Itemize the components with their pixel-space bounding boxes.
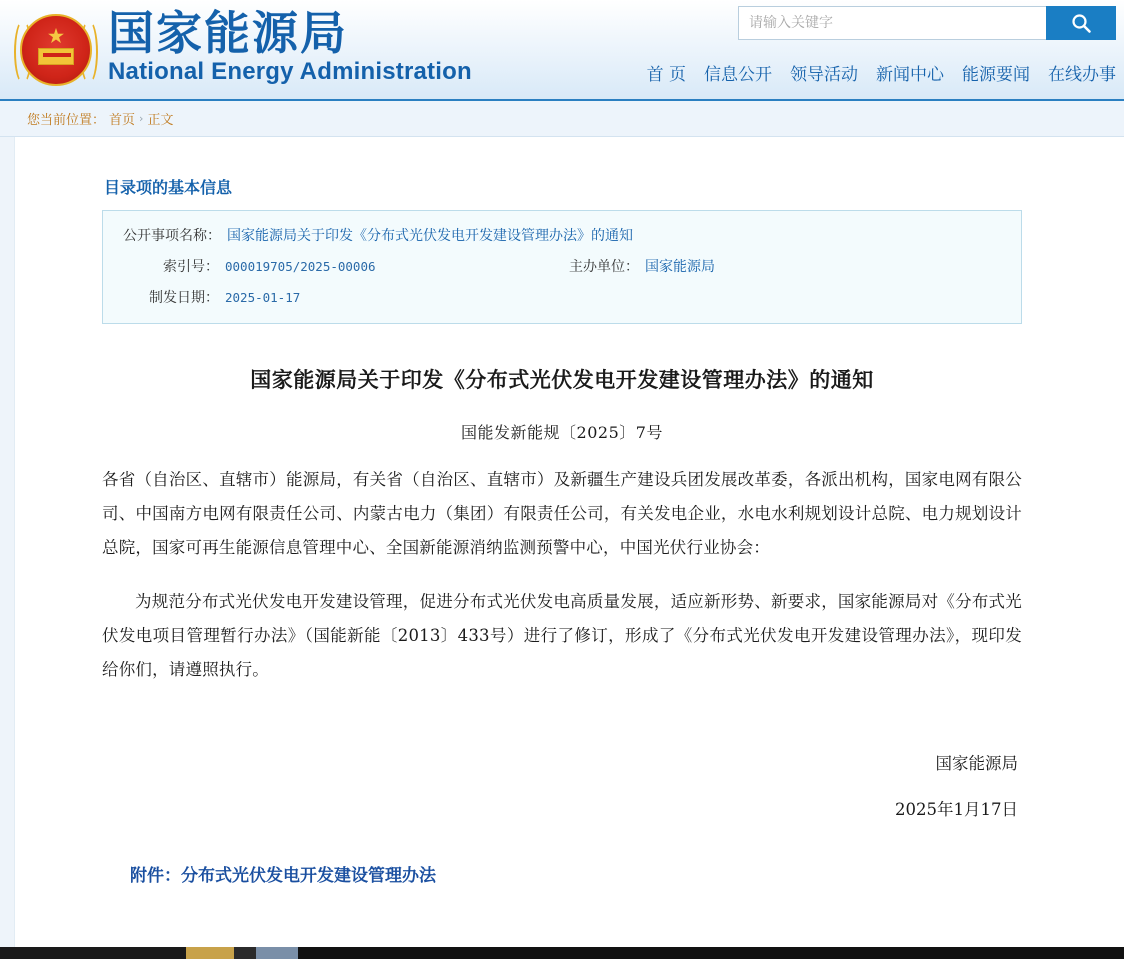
article-content: [102, 137, 1022, 886]
page-body: [0, 137, 1124, 886]
meta-value: 国家能源局: [645, 259, 715, 275]
document-number: 国能发新能规〔2025〕7号: [461, 423, 663, 442]
attachment-line: [102, 861, 1022, 886]
nav-item-disclosure[interactable]: 信息公开: [704, 65, 772, 85]
search-button[interactable]: [1046, 6, 1116, 40]
meta-key: 公开事项名称：: [123, 228, 221, 244]
breadcrumb-label: 您当前位置：: [27, 113, 106, 128]
main-nav: [647, 60, 1116, 85]
left-rail: [0, 137, 15, 957]
meta-panel: [102, 210, 1022, 324]
site-logo[interactable]: [108, 6, 472, 86]
document-body: [102, 364, 1022, 886]
meta-field-issue-date: [123, 287, 543, 307]
meta-key: 主办单位：: [569, 259, 639, 275]
meta-field-organizer: [543, 256, 715, 276]
document-title: 国家能源局关于印发《分布式光伏发电开发建设管理办法》的通知: [250, 367, 874, 392]
nav-item-online-services[interactable]: 在线办事: [1048, 65, 1116, 85]
meta-row: [123, 256, 1001, 276]
attachment-label: 附件：: [130, 866, 181, 886]
meta-row: [123, 287, 1001, 307]
nav-item-home[interactable]: 首 页: [646, 65, 686, 85]
document-date: 2025年1月17日: [895, 800, 1018, 819]
meta-section-title: 目录项的基本信息: [104, 178, 233, 197]
document-paragraph: 各省（自治区、直辖市）能源局，有关省（自治区、直辖市）及新疆生产建设兵团发展改革委，各派出机构，国家电网有限公司、中国南方电网有限责任公司、内蒙古电力（集团）有限责任公司，有关发电企业，水电水利规划设计总院、电力规划设计总院，国家可再生能源信息管理中心、全国新能源消纳监测预警中心，中国光伏行业协会：: [102, 470, 1022, 557]
site-title-en: National Energy Administration: [108, 58, 472, 85]
bottom-strip: [0, 947, 1124, 959]
document-signature: 国家能源局: [935, 754, 1018, 773]
meta-field-index: [123, 256, 543, 276]
nav-item-energy-news[interactable]: 能源要闻: [962, 65, 1030, 85]
meta-key: 索引号：: [163, 259, 219, 275]
meta-row: [123, 225, 1001, 245]
breadcrumb-separator-icon: ›: [139, 112, 144, 125]
search-box: [738, 6, 1116, 40]
meta-value: 000019705/2025-00006: [225, 259, 376, 274]
document-paragraph: 为规范分布式光伏发电开发建设管理，促进分布式光伏发电高质量发展，适应新形势、新要求，国家能源局对《分布式光伏发电项目管理暂行办法》（国能新能〔2013〕433号）进行了修订，形成了《分布式光伏发电开发建设管理办法》，现印发给你们，请遵照执行。: [102, 592, 1022, 679]
meta-field-subject: [123, 225, 633, 245]
site-header: [0, 0, 1124, 101]
meta-key: 制发日期：: [149, 290, 219, 306]
site-title-cn: 国家能源局: [108, 6, 348, 60]
breadcrumb-current: 正文: [147, 113, 174, 128]
search-input[interactable]: [738, 6, 1046, 40]
nav-item-news-center[interactable]: 新闻中心: [876, 65, 944, 85]
search-icon: [1070, 12, 1092, 34]
meta-value: 2025-01-17: [225, 290, 301, 305]
attachment-link[interactable]: 分布式光伏发电开发建设管理办法: [181, 866, 436, 886]
national-emblem-icon: ★: [14, 8, 98, 92]
nav-item-leadership[interactable]: 领导活动: [790, 65, 858, 85]
meta-value: 国家能源局关于印发《分布式光伏发电开发建设管理办法》的通知: [227, 228, 633, 244]
breadcrumb-home[interactable]: 首页: [109, 113, 136, 128]
breadcrumb-bar: [0, 101, 1124, 137]
breadcrumb: [27, 109, 173, 128]
